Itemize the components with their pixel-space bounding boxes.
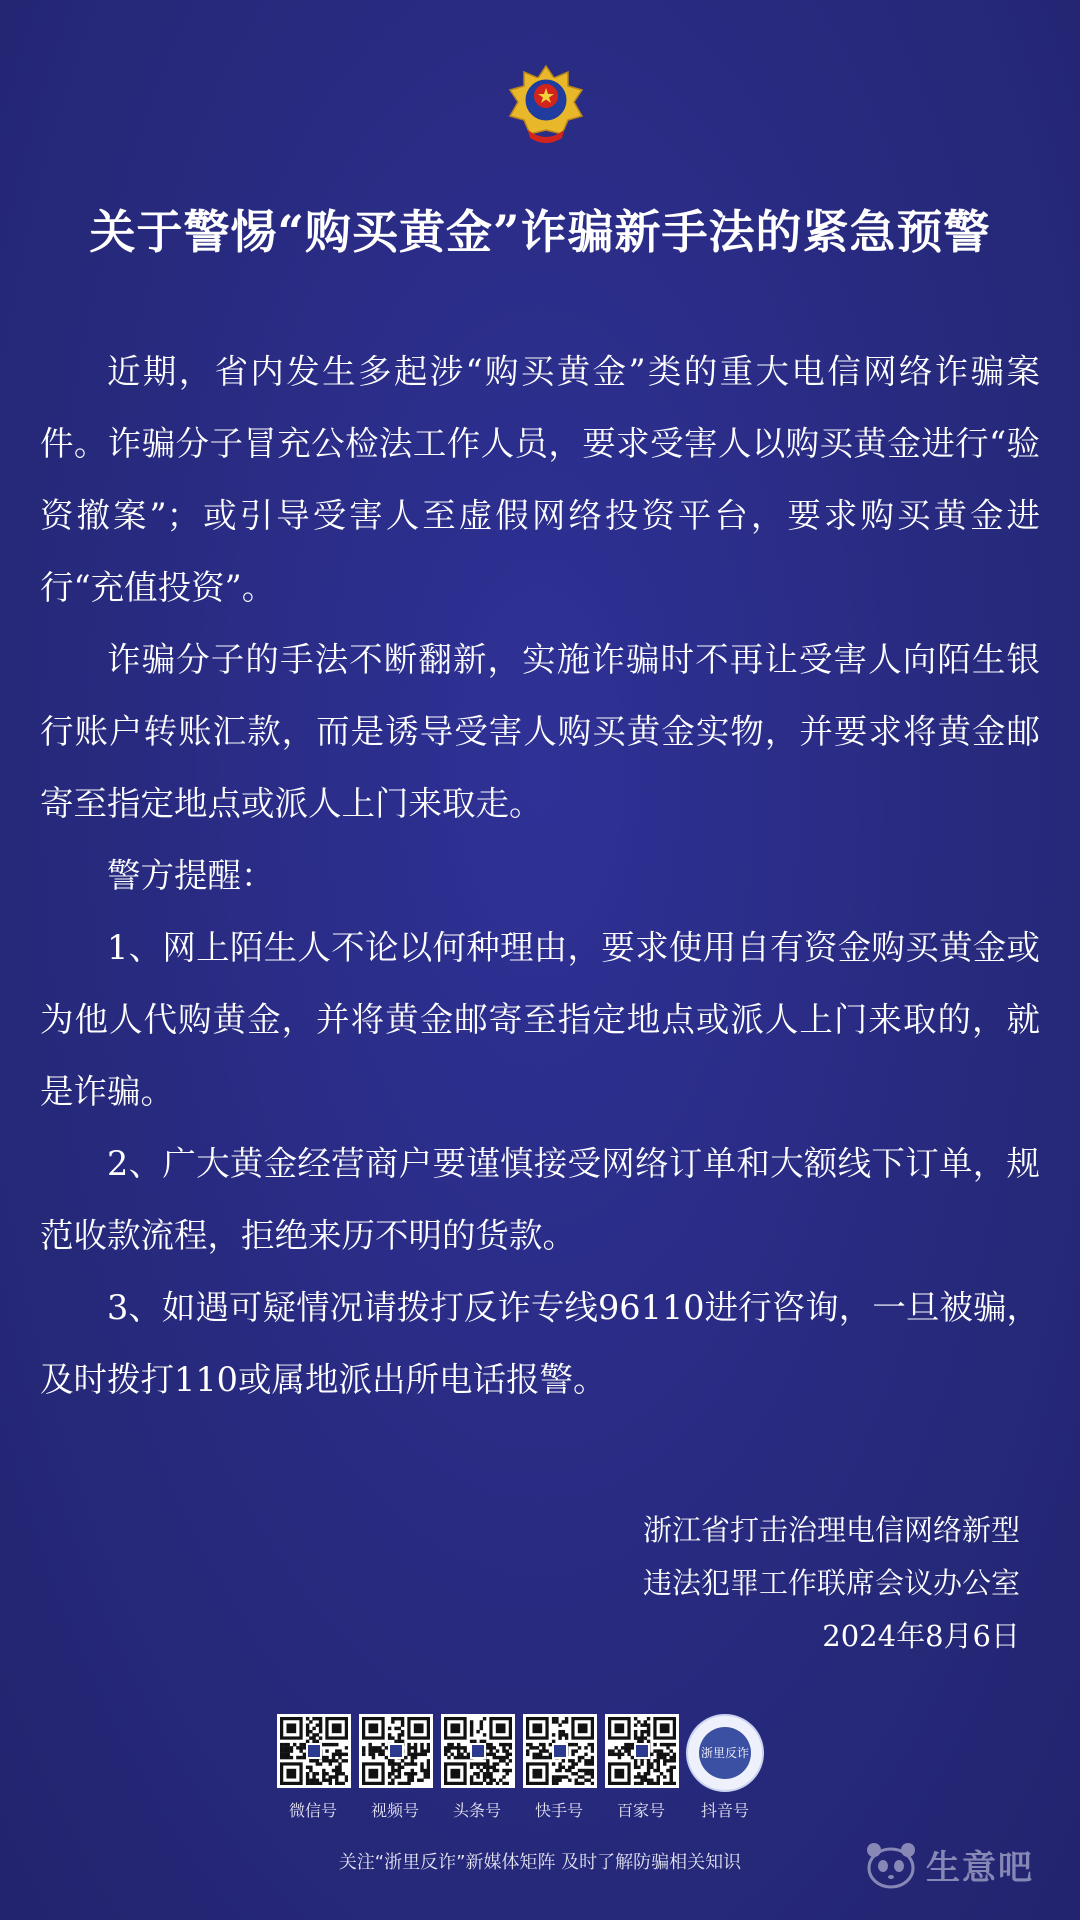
footer-text: 关注“浙里反诈”新媒体矩阵 及时了解防骗相关知识 — [338, 1852, 742, 1873]
douyin-badge-icon[interactable] — [686, 1714, 764, 1792]
paragraph-reminder-1: 1、网上陌生人不论以何种理由，要求使用自有资金购买黄金或为他人代购黄金，并将黄金邮寄至指定地点或派人上门来取的，就是诈骗。 — [40, 928, 1040, 1111]
wechat-label: 微信号 — [288, 1801, 337, 1820]
baijia-qr-code-icon[interactable] — [605, 1714, 679, 1788]
baijia-label: 百家号 — [616, 1801, 665, 1820]
signature-block — [643, 1504, 1020, 1663]
watermark — [862, 1834, 1062, 1894]
signature-org-line2: 违法犯罪工作联席会议办公室 — [642, 1566, 1020, 1600]
paragraph-intro: 近期，省内发生多起涉“购买黄金”类的重大电信网络诈骗案件。诈骗分子冒充公检法工作人员，要求受害人以购买黄金进行“验资撤案”；或引导受害人至虚假网络投资平台，要求购买黄金进行“充值投资”。 — [40, 352, 1040, 607]
paragraph-reminder-heading: 警方提醒： — [107, 856, 275, 895]
douyin-item[interactable] — [685, 1714, 765, 1821]
signature-date: 2024年8月6日 — [822, 1619, 1020, 1653]
police-emblem-icon — [502, 60, 590, 148]
toutiao-qr-item[interactable] — [441, 1714, 513, 1821]
wechat-qr-item[interactable] — [277, 1714, 349, 1821]
panda-logo-icon — [862, 1838, 920, 1890]
douyin-badge-text: 浙里反诈 — [699, 1727, 751, 1779]
video-channel-label: 视频号 — [370, 1801, 419, 1820]
douyin-label: 抖音号 — [700, 1801, 749, 1820]
paragraph-reminder-2: 2、广大黄金经营商户要谨慎接受网络订单和大额线下订单，规范收款流程，拒绝来历不明的货款。 — [40, 1144, 1040, 1255]
signature-org-line1: 浙江省打击治理电信网络新型 — [642, 1513, 1020, 1547]
baijia-qr-item[interactable] — [605, 1714, 677, 1821]
paragraph-reminder-3: 3、如遇可疑情况请拨打反诈专线96110进行咨询，一旦被骗，及时拨打110或属地派出所电话报警。 — [40, 1288, 1040, 1399]
kuaishou-label: 快手号 — [534, 1801, 583, 1820]
platform-qr-row — [277, 1714, 837, 1834]
wechat-qr-code-icon[interactable] — [277, 1714, 351, 1788]
kuaishou-qr-code-icon[interactable] — [523, 1714, 597, 1788]
page-title: 关于警惕“购买黄金”诈骗新手法的紧急预警 — [89, 205, 991, 259]
watermark-text: 生意吧 — [926, 1847, 1034, 1888]
toutiao-label: 头条号 — [452, 1801, 501, 1820]
video-channel-qr-item[interactable] — [359, 1714, 431, 1821]
kuaishou-qr-item[interactable] — [523, 1714, 595, 1821]
paragraph-method: 诈骗分子的手法不断翻新，实施诈骗时不再让受害人向陌生银行账户转账汇款，而是诱导受害人购买黄金实物，并要求将黄金邮寄至指定地点或派人上门来取走。 — [40, 640, 1040, 823]
video-channel-qr-code-icon[interactable] — [359, 1714, 433, 1788]
toutiao-qr-code-icon[interactable] — [441, 1714, 515, 1788]
notice-body — [40, 336, 1040, 1416]
